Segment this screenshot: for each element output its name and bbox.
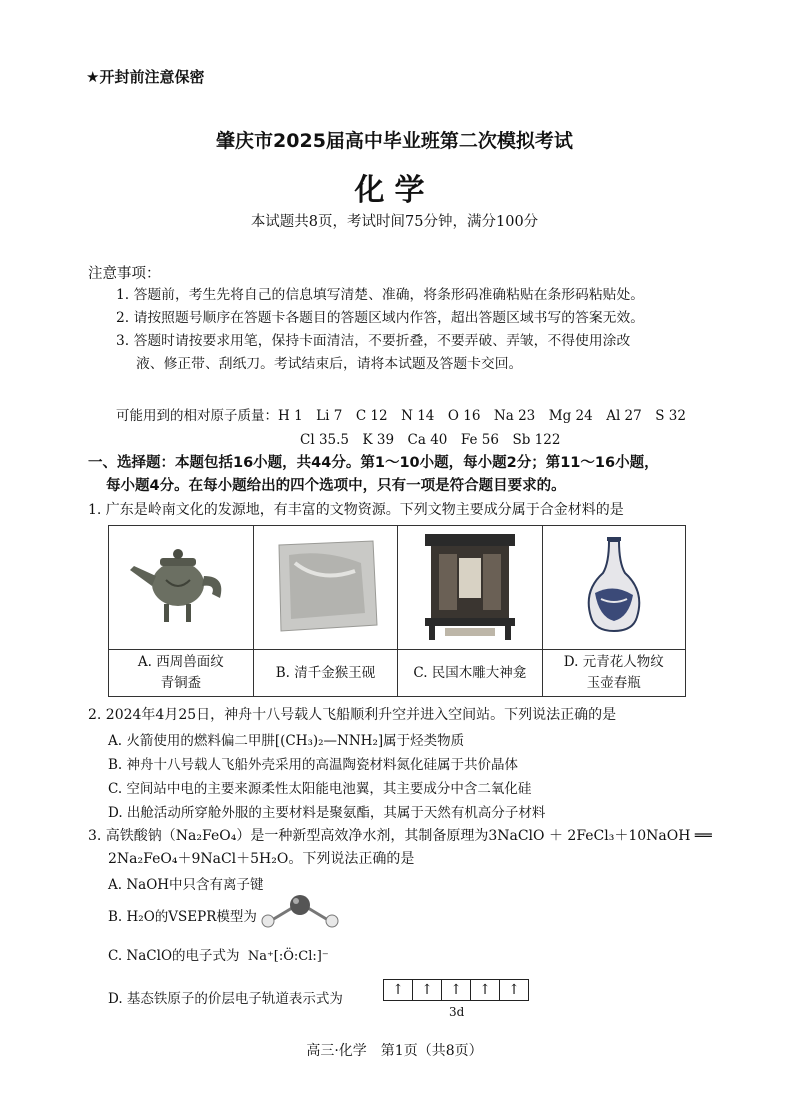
atomic-mass-values-1: H 1 Li 7 C 12 N 14 O 16 Na 23 Mg 24 Al 27 S 32 [278,408,686,424]
q1-stem: 1. 广东是岭南文化的发源地，有丰富的文物资源。下列文物主要成分属于合金材料的是 [88,502,624,518]
q3-option-a[interactable]: A. NaOH中只含有离子键 [108,877,264,893]
q1-option-b[interactable]: B. 清千金猴王砚 [253,650,398,697]
orbital-box-5: ↑ [500,979,529,1001]
q2-option-d[interactable]: D. 出舱活动所穿舱外服的主要材料是聚氨酯，其属于天然有机高分子材料 [108,805,546,821]
q2-option-c[interactable]: C. 空间站中电的主要来源柔性太阳能电池翼，其主要成分中含二氧化硅 [108,781,532,797]
atomic-mass-line-1 [116,404,686,424]
notice-item-3-cont: 液、修正带、刮纸刀。考试结束后，请将本试题及答题卡交回。 [136,356,523,372]
atomic-mass-line-2: Cl 35.5 K 39 Ca 40 Fe 56 Sb 122 [300,432,561,448]
exam-title: 肇庆市2025届高中毕业班第二次模拟考试 [216,130,573,152]
q3-option-b[interactable]: B. H₂O的VSEPR模型为 [108,909,257,925]
exam-info: 本试题共8页，考试时间75分钟，满分100分 [250,214,539,230]
notice-item-3: 3. 答题时请按要求用笔，保持卡面清洁，不要折叠，不要弄破、弄皱，不得使用涂改 [116,333,631,349]
notice-item-2: 2. 请按照题号顺序在答题卡各题目的答题区域内作答，超出答题区域书写的答案无效。 [116,310,645,326]
q3-option-c[interactable]: C. NaClO的电子式为 Na⁺[:Ö:Cl:]⁻ [108,948,329,964]
bronze-vessel-icon [116,536,246,636]
secret-mark: ★开封前注意保密 [86,68,205,86]
naclo-electron-formula: Na⁺[:Ö:Cl:]⁻ [247,949,329,964]
q3-stem-2: 2Na₂FeO₄＋9NaCl＋5H₂O。下列说法正确的是 [108,851,415,867]
q1-options-table [108,525,686,697]
orbital-diagram [383,979,529,1001]
q2-option-a[interactable]: A. 火箭使用的燃料偏二甲肼[(CH₃)₂—NNH₂]属于烃类物质 [108,733,465,749]
q1-image-b [253,526,398,650]
orbital-box-2: ↑ [413,979,442,1001]
q2-option-b[interactable]: B. 神舟十八号载人飞船外壳采用的高温陶瓷材料氮化硅属于共价晶体 [108,757,519,773]
q1-image-d [542,526,686,650]
q1-option-a[interactable]: A. 西周兽面纹 青铜盉 [109,650,254,697]
inkstone-icon [265,533,385,638]
notice-item-1: 1. 答题前，考生先将自己的信息填写清楚、准确，将条形码准确粘贴在条形码粘贴处。 [116,287,645,303]
q1-option-c[interactable]: C. 民国木雕大神龛 [398,650,542,697]
shrine-icon [415,530,525,642]
atomic-mass-label: 可能用到的相对原子质量： [116,408,278,424]
q1-image-a [109,526,254,650]
q2-stem: 2. 2024年4月25日，神舟十八号载人飞船顺利升空并进入空间站。下列说法正确的是 [88,707,617,723]
orbital-box-3: ↑ [442,979,471,1001]
q1-option-d[interactable]: D. 元青花人物纹 玉壶春瓶 [542,650,686,697]
orbital-box-1: ↑ [383,979,413,1001]
orbital-box-4: ↑ [471,979,500,1001]
page-footer: 高三·化学 第1页（共8页） [306,1043,483,1059]
porcelain-vase-icon [579,533,649,638]
q3-stem-1: 3. 高铁酸钠（Na₂FeO₄）是一种新型高效净水剂，其制备原理为3NaClO ＋ 2FeCl₃＋10NaOH ══ [88,828,712,844]
q3-option-d[interactable]: D. 基态铁原子的价层电子轨道表示式为 [108,991,343,1007]
vsepr-model-icon [252,894,348,928]
subject-title: 化学 [354,173,435,208]
notice-heading: 注意事项： [88,266,161,282]
section-heading: 一、选择题：本题包括16小题，共44分。第1～10小题，每小题2分；第11～16小题， 每小题4分。在每小题给出的四个选项中，只有一项是符合题目要求的。 [88,455,659,494]
q1-image-c [398,526,542,650]
orbital-label: 3d [449,1005,465,1019]
